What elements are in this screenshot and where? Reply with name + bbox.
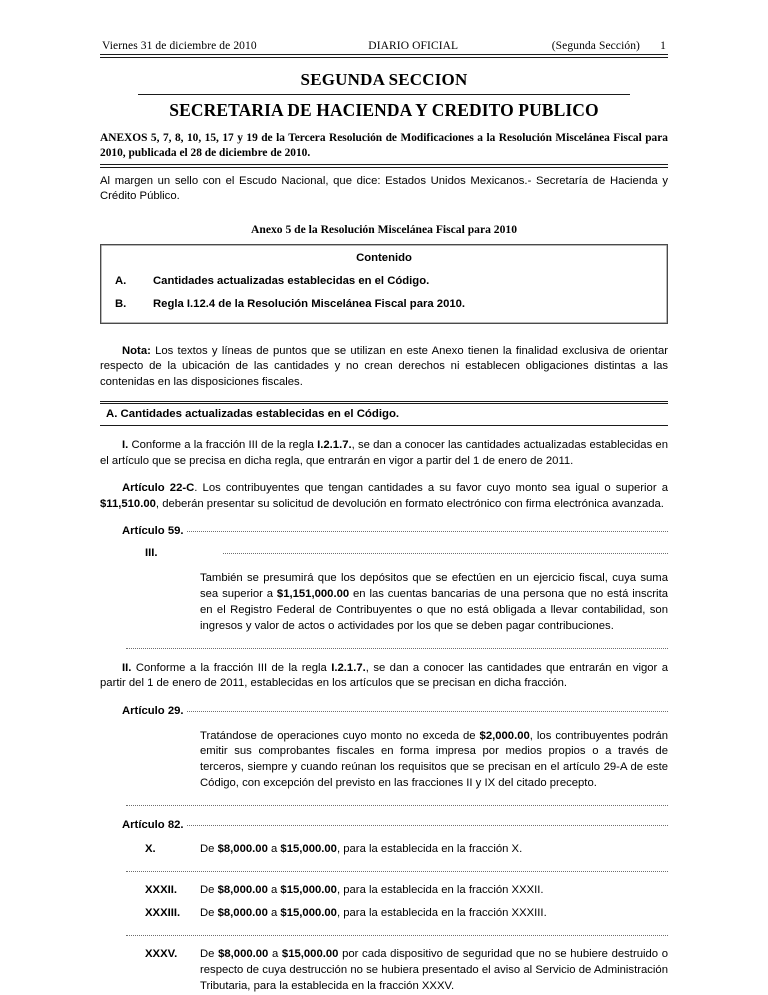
leader-dots-standalone xyxy=(126,935,668,936)
frac-amount-to: $15,000.00 xyxy=(280,842,337,855)
anexos-lead-paragraph: ANEXOS 5, 7, 8, 10, 15, 17 y 19 de la Tercera Resolución de Modificaciones a la Resolución Miscelánea Fiscal para 2010, publicada el 28 de diciembre de 2010. xyxy=(100,132,668,159)
articulo-82-fraccion-XXXV xyxy=(145,947,668,994)
articulo-22c-part1: . Los contribuyentes que tengan cantidades a su favor cuyo monto sea igual o superior a xyxy=(194,482,669,495)
articulo-59-line xyxy=(122,525,668,537)
fraccion-II-part2: , se dan a conocer las cantidades que entrarán en vigor a partir del 1 de enero de 2011, establecidas en los artículos que se precisan en dicha fracción. xyxy=(100,661,669,690)
fraccion-II-part1: Conforme a la fracción III de la regla xyxy=(131,661,332,674)
contenido-item-b xyxy=(115,296,653,312)
articulo-22c-paragraph xyxy=(100,481,668,512)
leader-dots xyxy=(187,711,668,712)
frac-amount-to: $15,000.00 xyxy=(281,948,339,961)
contenido-item-b-key: B. xyxy=(115,297,127,310)
frac-middle: a xyxy=(267,907,281,920)
articulo-82-fraccion-XXXIII-number: XXXIII. xyxy=(145,907,181,920)
leader-dots-standalone xyxy=(126,648,668,649)
header-double-rule xyxy=(100,54,668,58)
frac-prefix: De xyxy=(200,948,219,961)
section-a-heading: A. Cantidades actualizadas establecidas en el Código. xyxy=(100,403,668,426)
frac-prefix: De xyxy=(200,907,218,920)
articulo-82-fraccion-XXXV-number: XXXV. xyxy=(145,948,178,961)
articulo-59-quote-part1: También se presumirá que los depósitos que se efectúen en un ejercicio fiscal, cuya suma sea superior a xyxy=(200,572,668,601)
contenido-item-b-label: Regla I.12.4 de la Resolución Miscelánea Fiscal para 2010. xyxy=(153,297,466,310)
leader-dots xyxy=(187,531,668,532)
contenido-item-a xyxy=(115,273,653,289)
articulo-59-quote xyxy=(200,571,668,634)
articulo-82-fraccion-XXXII xyxy=(145,883,668,899)
articulo-22c-label: Artículo 22-C xyxy=(122,482,195,495)
running-head-section: (Segunda Sección) xyxy=(551,40,640,52)
articulo-29-quote-part1: Tratándose de operaciones cuyo monto no exceda de xyxy=(200,729,480,742)
articulo-82-fraccion-XXXV-text xyxy=(200,947,668,994)
frac-amount-to: $15,000.00 xyxy=(280,883,337,896)
articulo-82-label: Artículo 82. xyxy=(122,818,184,831)
frac-amount-from: $8,000.00 xyxy=(217,842,268,855)
running-head-publication: DIARIO OFICIAL xyxy=(368,40,459,52)
running-head xyxy=(100,40,668,54)
title-separator-rule xyxy=(138,94,630,95)
seccion-title: SEGUNDA SECCION xyxy=(300,70,468,89)
frac-amount-from: $8,000.00 xyxy=(218,948,269,961)
frac-prefix: De xyxy=(200,842,218,855)
running-head-date: Viernes 31 de diciembre de 2010 xyxy=(102,40,257,52)
articulo-29-line xyxy=(122,705,668,717)
fraccion-II-regla: I.2.1.7. xyxy=(331,661,366,674)
frac-suffix: por cada dispositivo de seguridad que no se hubiere destruido o respecto de cuya destrucción no se hubiera presentado el aviso al Servicio de Administración Tributaria, para la establecida en la fracción XXXV. xyxy=(200,948,668,992)
frac-middle: a xyxy=(267,842,281,855)
leader-dots xyxy=(187,825,668,826)
margen-paragraph: Al margen un sello con el Escudo Nacional, que dice: Estados Unidos Mexicanos.- Secretaría de Hacienda y Crédito Público. xyxy=(100,174,668,203)
articulo-59-fraccion-line xyxy=(145,547,668,559)
fraccion-I-part1: Conforme a la fracción III de la regla xyxy=(128,439,318,452)
nota-label: Nota: xyxy=(122,344,151,357)
articulo-82-line xyxy=(122,819,668,831)
leader-dots-standalone xyxy=(126,805,668,806)
nota-paragraph xyxy=(100,344,668,391)
frac-amount-to: $15,000.00 xyxy=(280,907,337,920)
leader-dots-standalone xyxy=(126,871,668,872)
frac-middle: a xyxy=(267,883,281,896)
contenido-heading: Contenido xyxy=(356,251,412,264)
contenido-box xyxy=(100,244,668,324)
frac-prefix: De xyxy=(200,883,218,896)
articulo-22c-amount: $11,510.00 xyxy=(100,497,156,510)
anexos-double-rule xyxy=(100,164,668,168)
dependencia-title: SECRETARIA DE HACIENDA Y CREDITO PUBLICO xyxy=(169,100,599,120)
articulo-82-fraccion-XXXIII xyxy=(145,906,668,922)
articulo-82-fraccion-X-text xyxy=(200,842,668,858)
frac-middle: a xyxy=(268,948,282,961)
articulo-59-label: Artículo 59. xyxy=(122,525,184,538)
articulo-29-label: Artículo 29. xyxy=(122,704,184,717)
articulo-82-fraccion-X xyxy=(145,842,668,858)
articulo-82-fraccion-XXXII-text xyxy=(200,883,668,899)
frac-suffix: , para la establecida en la fracción XXXII. xyxy=(336,883,544,896)
fraccion-II-paragraph xyxy=(100,661,668,692)
frac-amount-from: $8,000.00 xyxy=(217,907,268,920)
fraccion-II-number: II. xyxy=(122,661,132,674)
articulo-59-quote-part2: en las cuentas bancarias de una persona que no está inscrita en el Registro Federal de Contribuyentes o que no está obligada a llevar contabilidad, son ingresos y valor de actos o actividades por los que se deben pagar contribuciones. xyxy=(200,588,668,632)
articulo-59-quote-amount: $1,151,000.00 xyxy=(276,588,350,601)
articulo-29-quote xyxy=(200,729,668,792)
articulo-29-quote-part2: , los contribuyentes podrán emitir sus comprobantes fiscales en forma impresa por medios propios o a través de terceros, siempre y cuando reúnan los requisitos que se precisan en el artículo 29-A de este Código, con excepción del previsto en las fracciones II y IX del citado precepto. xyxy=(200,729,668,790)
articulo-82-fraccion-XXXII-number: XXXII. xyxy=(145,883,178,896)
articulo-82-fraccion-X-number: X. xyxy=(145,842,156,855)
articulo-29-quote-amount: $2,000.00 xyxy=(479,729,530,742)
fraccion-I-part2: , se dan a conocer las cantidades actualizadas establecidas en el artículo que se precisa en dicha regla, que entrarán en vigor a partir del 1 de enero de 2011. xyxy=(100,439,668,467)
running-head-page-number: 1 xyxy=(660,40,666,52)
fraccion-I-regla: I.2.1.7. xyxy=(317,439,352,452)
contenido-item-a-key: A. xyxy=(115,274,127,287)
section-a-heading-wrapper xyxy=(100,401,668,426)
frac-amount-from: $8,000.00 xyxy=(217,883,268,896)
articulo-82-fraccion-XXXIII-text xyxy=(200,906,668,922)
anexo-caption: Anexo 5 de la Resolución Miscelánea Fiscal para 2010 xyxy=(251,222,517,236)
leader-dots xyxy=(223,553,668,554)
frac-suffix: , para la establecida en la fracción XXXIII. xyxy=(336,907,547,920)
nota-text: Los textos y líneas de puntos que se utilizan en este Anexo tienen la finalidad exclusiva de orientar respecto de la ubicación de las cantidades y no crean derechos ni establecen obligaciones distintas a las contenidas en las disposiciones fiscales. xyxy=(100,344,668,388)
articulo-59-fraccion-number: III. xyxy=(145,547,158,560)
fraccion-I-number: I. xyxy=(122,439,129,452)
fraccion-I-paragraph xyxy=(100,438,668,469)
contenido-item-a-label: Cantidades actualizadas establecidas en el Código. xyxy=(153,274,430,287)
frac-suffix: , para la establecida en la fracción X. xyxy=(336,842,523,855)
articulo-22c-part2: , deberán presentar su solicitud de devolución en formato electrónico con firma electrónica avanzada. xyxy=(155,497,664,510)
